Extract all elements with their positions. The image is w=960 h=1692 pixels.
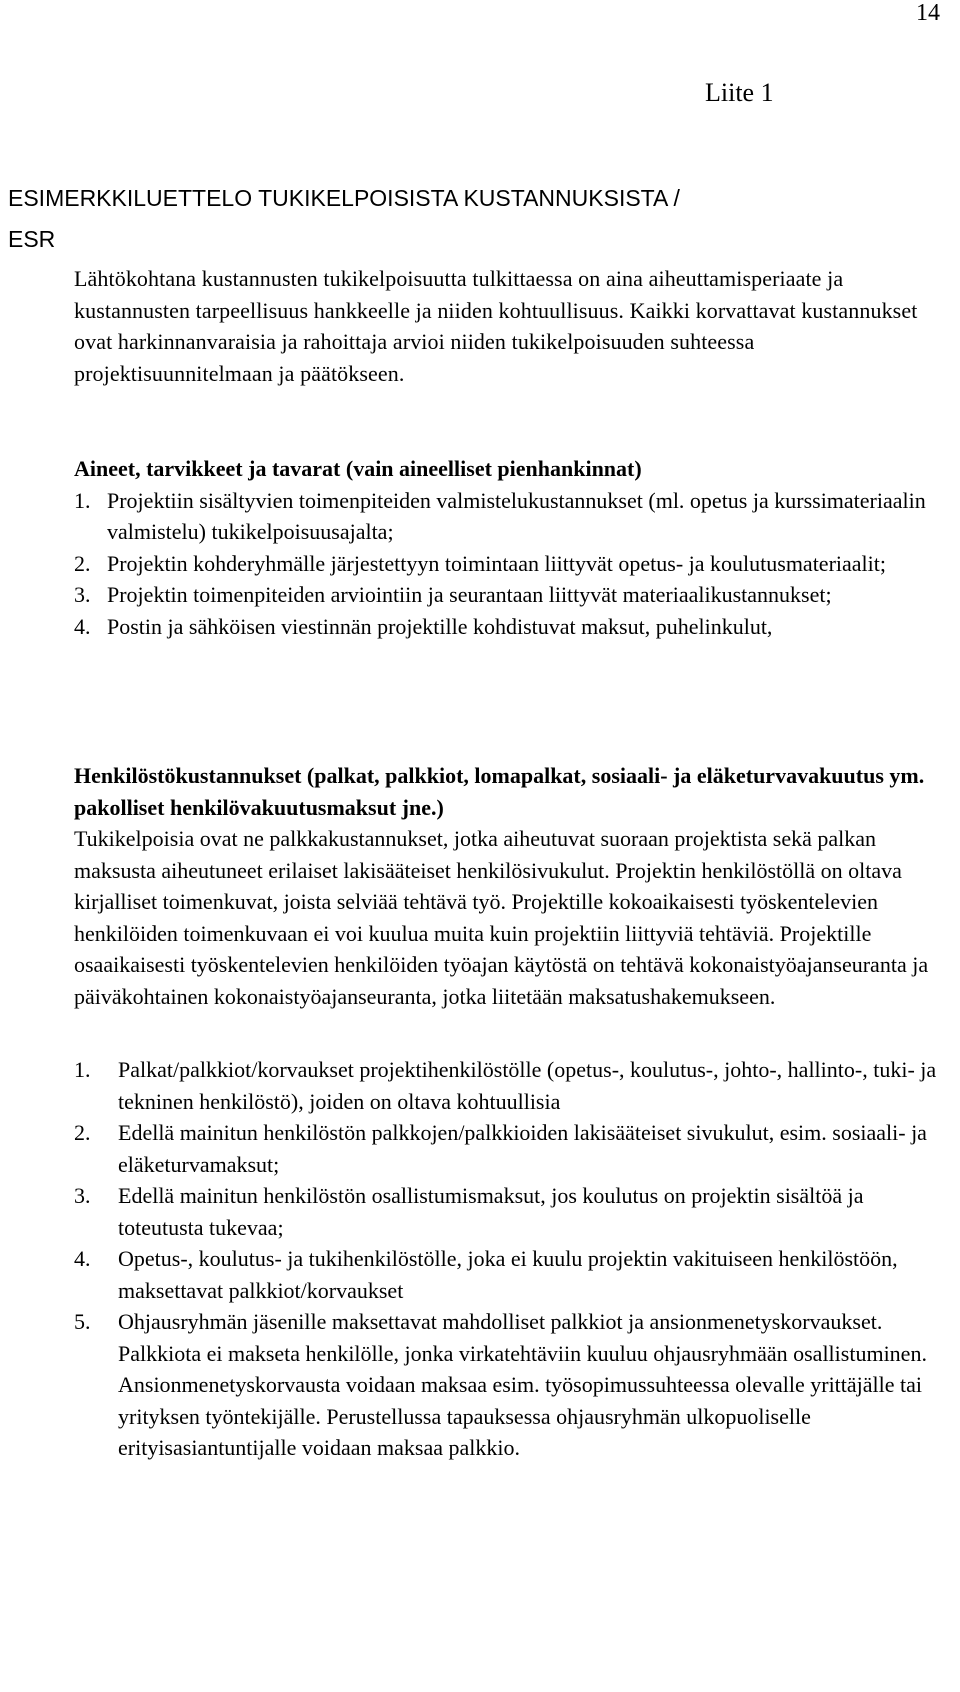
document-title-line-2: ESR bbox=[8, 226, 56, 252]
list-item: 2. Edellä mainitun henkilöstön palkkojen/palkkioiden lakisääteiset sivukulut, esim. sosiaali- ja eläketurvamaksut; bbox=[74, 1120, 927, 1177]
list-item: 5. Ohjausryhmän jäsenille maksettavat mahdolliset palkkiot ja ansionmenetyskorvaukset. Palkkiota ei makseta henkilölle, jonka virkatehtäviin kuuluu ohjausryhmään osallistuminen. Ansionmenetyskorvausta voidaan maksaa esim. työsopimussuhteessa olevalle yrittäjälle tai yrityksen työntekijälle. Perustellussa tapauksessa ohjausryhmän ulkopuoliselle erityisasiantuntijalle voidaan maksaa palkkio. bbox=[74, 1309, 927, 1460]
list-item: 3. Edellä mainitun henkilöstön osallistumismaksut, jos koulutus on projektin sisältöä ja toteutusta tukevaa; bbox=[74, 1183, 864, 1240]
document-title-line-1: ESIMERKKILUETTELO TUKIKELPOISISTA KUSTANNUKSISTA / bbox=[8, 185, 680, 211]
list-item: 3. Projektin toimenpiteiden arviointiin ja seurantaan liittyvät materiaalikustannukset; bbox=[74, 582, 832, 607]
page-number: 14 bbox=[916, 0, 940, 26]
list-item: 1. Projektiin sisältyvien toimenpiteiden valmistelukustannukset (ml. opetus ja kurssimateriaalin valmistelu) tukikelpoisuusajalta; bbox=[74, 487, 926, 544]
section-personnel bbox=[74, 760, 950, 1464]
intro-paragraph: Lähtökohtana kustannusten tukikelpoisuutta tulkittaessa on aina aiheuttamisperiaate ja kustannusten tarpeellisuus hankkeelle ja niiden kohtuullisuus. Kaikki korvattavat kustannukset ovat harkinnanvaraisia ja rahoittaja arvioi niiden tukikelpoisuuden suhteessa projektisuunnitelmaan ja päätökseen. bbox=[74, 266, 918, 386]
list-item: 1. Palkat/palkkiot/korvaukset projektihenkilöstölle (opetus-, koulutus-, johto-, hallinto-, tuki- ja tekninen henkilöstö), joiden on oltava kohtuullisia bbox=[74, 1057, 937, 1114]
section-materials-heading: Aineet, tarvikkeet ja tavarat (vain aineelliset pienhankinnat) bbox=[74, 456, 642, 481]
document-title bbox=[8, 178, 908, 260]
personnel-list bbox=[74, 1054, 950, 1464]
materials-list bbox=[74, 485, 950, 643]
section-personnel-heading: Henkilöstökustannukset (palkat, palkkiot, lomapalkat, sosiaali- ja eläketurvavakuutus ym. pakolliset henkilövakuutusmaksut jne.) bbox=[74, 763, 925, 820]
section-personnel-paragraph: Tukikelpoisia ovat ne palkkakustannukset, jotka aiheutuvat suoraan projektista sekä palkan maksusta aiheutuneet erilaiset lakisääteiset henkilösivukulut. Projektin henkilöstöllä on oltava kirjalliset toimenkuvat, joista selviää tehtävä työ. Projektille kokoaikaisesti työskentelevien henkilöiden toimenkuvaan ei voi kuulua muita kuin projektiin liittyviä tehtäviä. Projektille osaaikaisesti työskentelevien henkilöiden työajan käytöstä on tehtävä kokonaistyöajanseuranta ja päiväkohtainen kokonaistyöajanseuranta, jotka liitetään maksatushakemukseen. bbox=[74, 826, 929, 1009]
appendix-label: Liite 1 bbox=[705, 78, 774, 107]
section-materials bbox=[74, 453, 950, 642]
list-item: 2. Projektin kohderyhmälle järjestettyyn toimintaan liittyvät opetus- ja koulutusmateriaalit; bbox=[74, 550, 886, 576]
list-item: 4. Opetus-, koulutus- ja tukihenkilöstölle, joka ei kuulu projektin vakituiseen henkilöstöön, maksettavat palkkiot/korvaukset bbox=[74, 1246, 898, 1303]
list-item: 4. Postin ja sähköisen viestinnän projektille kohdistuvat maksut, puhelinkulut, bbox=[74, 613, 773, 639]
